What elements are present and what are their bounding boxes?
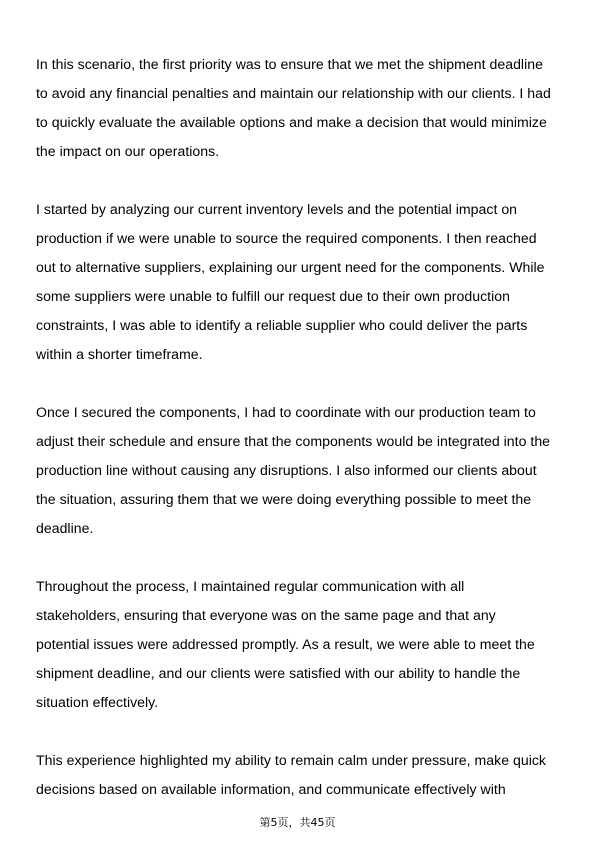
text-line: some suppliers were unable to fulfill our request due to their own production xyxy=(36,288,510,304)
text-line: This experience highlighted my ability to remain calm under pressure, make quick xyxy=(36,752,546,768)
document-body xyxy=(36,50,566,833)
text-line: decisions based on available information, and communicate effectively with xyxy=(36,781,506,797)
paragraph-4 xyxy=(36,572,566,717)
text-line: to avoid any financial penalties and maintain our relationship with our clients. I had xyxy=(36,85,551,101)
page-number: 第5页，共45页 xyxy=(259,816,336,829)
text-line: the situation, assuring them that we were doing everything possible to meet the xyxy=(36,491,532,507)
text-line: the impact on our operations. xyxy=(36,143,220,159)
text-line: Once I secured the components, I had to coordinate with our production team to xyxy=(36,404,536,420)
text-line: out to alternative suppliers, explaining our urgent need for the components. While xyxy=(36,259,545,275)
paragraph-1 xyxy=(36,50,566,166)
text-line: potential issues were addressed promptly. As a result, we were able to meet the xyxy=(36,636,535,652)
text-line: constraints, I was able to identify a reliable supplier who could deliver the parts xyxy=(36,317,528,333)
text-line: production line without causing any disruptions. I also informed our clients about xyxy=(36,462,537,478)
text-line: I started by analyzing our current inventory levels and the potential impact on xyxy=(36,201,518,217)
text-line: stakeholders, ensuring that everyone was on the same page and that any xyxy=(36,607,496,623)
paragraph-3 xyxy=(36,398,566,543)
text-line: In this scenario, the first priority was to ensure that we met the shipment deadline xyxy=(36,56,543,72)
text-line: adjust their schedule and ensure that the components would be integrated into the xyxy=(36,433,551,449)
text-line: production if we were unable to source the required components. I then reached xyxy=(36,230,537,246)
text-line: deadline. xyxy=(36,520,94,536)
text-line: to quickly evaluate the available options and make a decision that would minimize xyxy=(36,114,547,130)
text-line: within a shorter timeframe. xyxy=(36,346,203,362)
paragraph-2 xyxy=(36,195,566,369)
paragraph-5 xyxy=(36,746,566,804)
text-line: situation effectively. xyxy=(36,694,159,710)
text-line: Throughout the process, I maintained regular communication with all xyxy=(36,578,465,594)
text-line: shipment deadline, and our clients were satisfied with our ability to handle the xyxy=(36,665,521,681)
